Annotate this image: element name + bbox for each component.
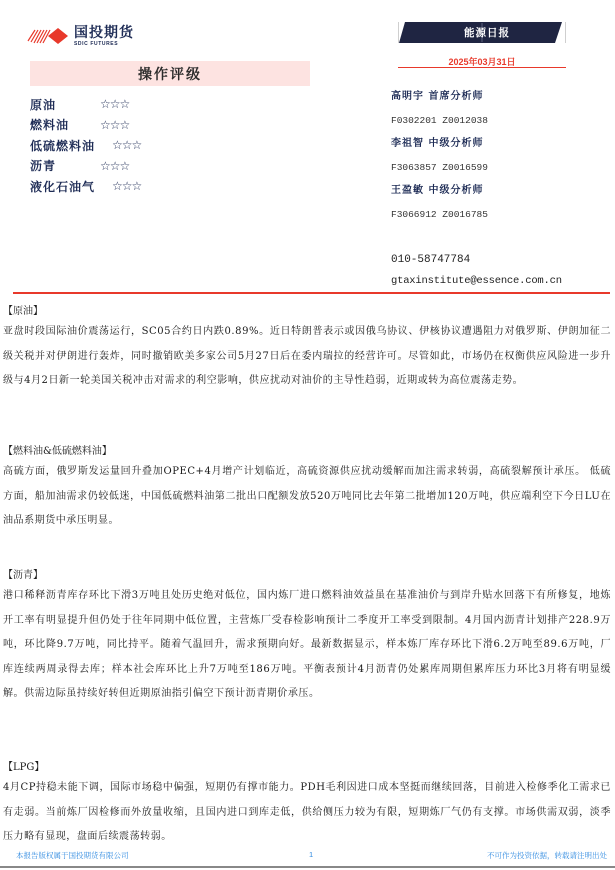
rating-list <box>30 94 141 197</box>
section-body: 亚盘时段国际油价震荡运行，SC05合约日内跌0.89%。近日特朗普表示或因俄乌协议、伊核协议遭遇阻力对俄罗斯、伊朗加征二级关税并对伊朗进行轰炸，同时撤销欧美多家公司5月27日后在委内瑞拉的经营许可。尽管如此，市场仍在权衡供应风险进一步升级与4月2日新一轮美国关税冲击对需求的利空影响，供应扰动对油价的主导性趋弱，近期或转为高位震荡走势。 <box>3 326 611 386</box>
analyst-license-ids: F3063857 Z0016599 <box>391 161 488 173</box>
section-body: 港口稀释沥青库存环比下滑3万吨且处历史绝对低位，国内炼厂进口燃料油效益虽在基准油价与到岸升贴水回落下有所修复，地炼开工率有明显提升但仍处于往年同期中低位置，主营炼厂受春检影响预计二季度开工率受到限制。4月国内沥青计划排产228.9万吨，环比降9.7万吨，同比持平。随着气温回升，需求预期向好。最新数据显示，样本炼厂库存环比下滑6.2万吨至89.6万吨，厂库连续两周录得去库；样本社会库环比上升7万吨至186万吨。平衡表预计4月沥青仍处累库周期但累库压力环比3月将有明显缓解。供需边际虽持续好转但近期原油指引偏空下预计沥青期价承压。 <box>3 590 611 699</box>
contact-phone: 010-58747784 <box>391 254 471 266</box>
logo-diamond-icon <box>26 27 70 45</box>
company-logo <box>26 24 134 48</box>
footer-copyright: 本报告版权属于国投期货有限公司 <box>16 851 129 860</box>
footer-disclaimer: 不可作为投资依据，转载请注明出处 <box>487 851 607 860</box>
star-rating-icon: ☆☆☆ <box>100 117 130 132</box>
report-date: 2025年03月31日 <box>448 57 516 67</box>
section-body: 高硫方面，俄罗斯发运量回升叠加OPEC+4月增产计划临近，高硫资源供应扰动缓解而加注需求转弱，高硫裂解预计承压。 低硫方面，船加油需求仍较低迷，中国低硫燃料油第二批出口配额发放520万吨同比去年第二批增加120万吨，供应端利空下今日LU在油品系期货中承压明显。 <box>3 466 611 526</box>
footer-divider <box>0 866 615 868</box>
rating-name: 沥青 <box>30 159 57 174</box>
report-type-title: 能源日报 <box>464 27 510 39</box>
rating-title: 操作评级 <box>138 66 202 83</box>
rating-row-low-sulfur-fuel-oil <box>30 135 141 156</box>
contact-email[interactable]: gtaxinstitute@essence.com.cn <box>391 275 562 287</box>
rating-name: 原油 <box>30 97 57 112</box>
footer-page-number: 1 <box>309 850 314 859</box>
analyst-license-ids: F3066912 Z0016785 <box>391 208 488 220</box>
analyst-license-ids: F0302201 Z0012038 <box>391 114 488 126</box>
rating-row-crude <box>30 94 141 115</box>
logo-name-cn: 国投期货 <box>74 24 134 41</box>
logo-name-en: SDIC FUTURES <box>74 40 119 47</box>
rating-row-asphalt <box>30 156 141 177</box>
page-footer <box>0 850 615 864</box>
rating-name: 低硫燃料油 <box>30 138 96 153</box>
date-divider <box>398 67 566 68</box>
rating-row-fuel-oil <box>30 115 141 136</box>
section-fuel-oil <box>3 443 611 534</box>
header-divider <box>13 292 610 294</box>
section-body: 4月CP持稳未能下调，国际市场稳中偏强，短期仍有撑市能力。PDH毛利因进口成本坚挺而继续回落，目前进入检修季化工需求已有走弱。当前炼厂因检修而外放量收缩，且国内进口到库走低，供给侧压力较为有限，短期炼厂气仍有支撑。市场供需双弱，淡季压力略有显现，盘面后续震荡转弱。 <box>3 782 611 842</box>
star-rating-icon: ☆☆☆ <box>100 158 130 173</box>
section-title: 【LPG】 <box>3 762 45 773</box>
section-crude-oil <box>3 303 611 394</box>
rating-name: 液化石油气 <box>30 179 96 194</box>
rating-banner <box>30 61 310 86</box>
analyst-name: 王盈敏 中级分析师 <box>391 185 484 196</box>
star-rating-icon: ☆☆☆ <box>100 97 130 112</box>
section-asphalt <box>3 567 611 707</box>
section-title: 【燃料油&低硫燃料油】 <box>3 446 112 457</box>
section-title: 【沥青】 <box>3 570 43 581</box>
rating-row-lpg <box>30 176 141 197</box>
star-rating-icon: ☆☆☆ <box>112 179 142 194</box>
analyst-name: 高明宇 首席分析师 <box>391 91 484 102</box>
section-lpg <box>3 759 611 850</box>
analyst-list <box>391 90 488 231</box>
analyst-name: 李祖智 中级分析师 <box>391 138 484 149</box>
section-title: 【原油】 <box>3 306 43 317</box>
report-type-banner <box>398 22 566 43</box>
star-rating-icon: ☆☆☆ <box>112 138 142 153</box>
rating-name: 燃料油 <box>30 118 70 133</box>
